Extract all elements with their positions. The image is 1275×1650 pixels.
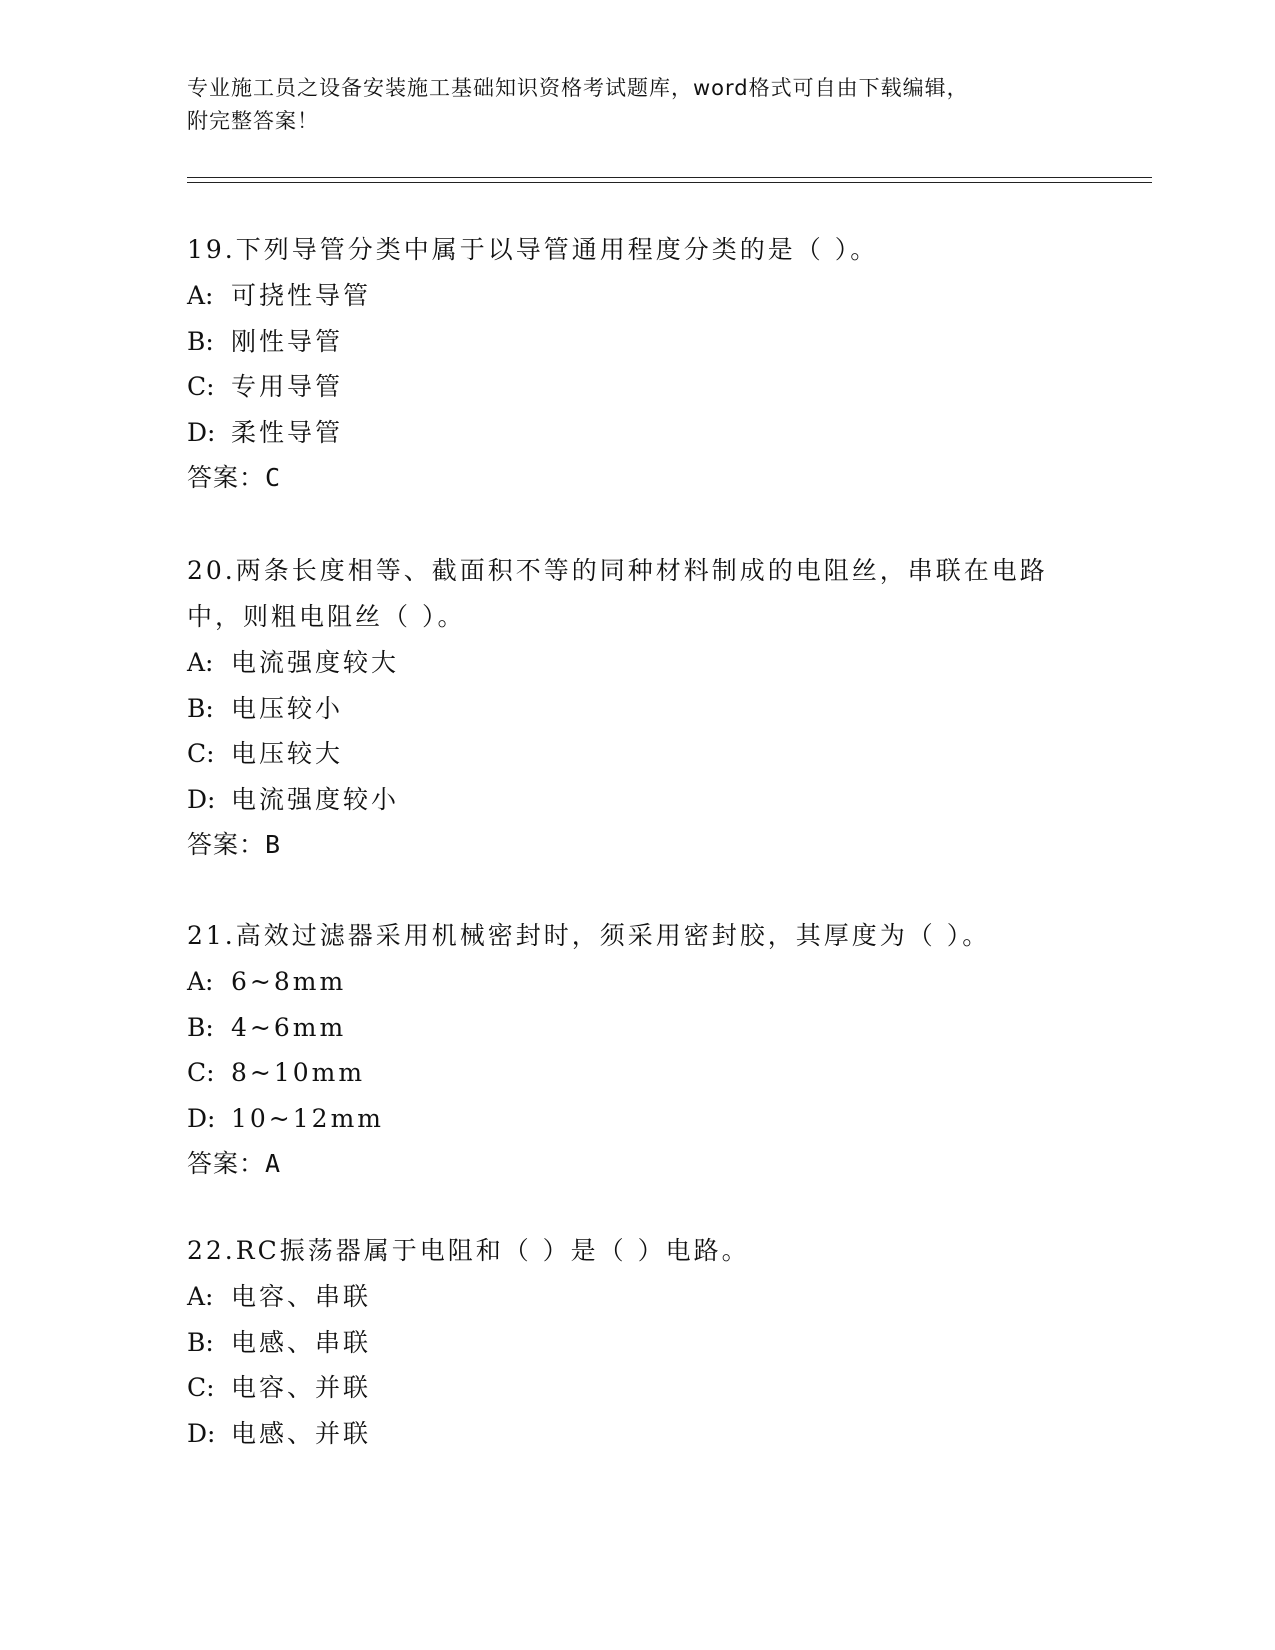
answer-line bbox=[187, 822, 1087, 868]
option-b bbox=[187, 1005, 1087, 1051]
option-a bbox=[187, 959, 1087, 1005]
option-text: 电感、并联 bbox=[231, 1418, 372, 1448]
option-d bbox=[187, 1411, 1087, 1457]
option-text: 刚性导管 bbox=[231, 326, 344, 356]
option-text: 6~8mm bbox=[231, 967, 347, 996]
answer-value: B bbox=[265, 830, 282, 859]
option-a bbox=[187, 273, 1087, 319]
option-b bbox=[187, 686, 1087, 732]
option-letter: C: bbox=[187, 739, 215, 768]
answer-line bbox=[187, 455, 1087, 501]
question-21 bbox=[187, 913, 1087, 1187]
option-b bbox=[187, 1320, 1087, 1366]
option-letter: B: bbox=[187, 1012, 214, 1042]
option-letter: A: bbox=[187, 281, 214, 310]
option-letter: B: bbox=[187, 1327, 214, 1357]
option-text: 8~10mm bbox=[231, 1058, 366, 1087]
option-b bbox=[187, 319, 1087, 365]
answer-label: 答案： bbox=[187, 1149, 266, 1178]
option-letter: D: bbox=[187, 417, 216, 447]
option-a bbox=[187, 1274, 1087, 1320]
option-text: 电容、串联 bbox=[231, 1282, 372, 1311]
option-d bbox=[187, 777, 1087, 823]
option-d bbox=[187, 1096, 1087, 1142]
answer-value: A bbox=[265, 1149, 282, 1178]
answer-line bbox=[187, 1141, 1087, 1187]
question-22 bbox=[187, 1228, 1087, 1456]
option-text: 电感、串联 bbox=[231, 1327, 372, 1357]
header-divider-bottom bbox=[187, 182, 1152, 183]
answer-label: 答案： bbox=[187, 830, 266, 859]
option-text: 柔性导管 bbox=[231, 417, 344, 447]
option-c bbox=[187, 731, 1087, 777]
option-text: 电压较小 bbox=[231, 693, 344, 723]
option-c bbox=[187, 1365, 1087, 1411]
option-text: 专用导管 bbox=[231, 372, 344, 401]
option-letter: D: bbox=[187, 1418, 216, 1448]
option-text: 可挠性导管 bbox=[231, 281, 372, 310]
question-stem: 21.高效过滤器采用机械密封时，须采用密封胶，其厚度为（ ）。 bbox=[187, 921, 991, 950]
option-letter: C: bbox=[187, 1373, 215, 1402]
option-letter: A: bbox=[187, 648, 214, 677]
option-text: 10~12mm bbox=[231, 1103, 384, 1133]
option-a bbox=[187, 640, 1087, 686]
option-letter: C: bbox=[187, 1058, 215, 1087]
option-letter: A: bbox=[187, 967, 214, 996]
option-c bbox=[187, 364, 1087, 410]
header-line-1: 专业施工员之设备安装施工基础知识资格考试题库，word格式可自由下载编辑， bbox=[187, 76, 969, 100]
option-letter: B: bbox=[187, 693, 214, 723]
question-stem: 20.两条长度相等、截面积不等的同种材料制成的电阻丝，串联在电路中，则粗电阻丝（ ）。 bbox=[187, 556, 1048, 631]
document-header bbox=[187, 72, 1067, 138]
question-stem: 19.下列导管分类中属于以导管通用程度分类的是（ ）。 bbox=[187, 235, 879, 264]
option-text: 4~6mm bbox=[231, 1012, 347, 1042]
header-line-2: 附完整答案！ bbox=[187, 109, 319, 133]
answer-label: 答案： bbox=[187, 463, 266, 492]
option-letter: B: bbox=[187, 326, 214, 356]
option-letter: D: bbox=[187, 784, 216, 814]
header-divider-top bbox=[187, 177, 1152, 178]
answer-value: C bbox=[265, 463, 282, 492]
option-text: 电压较大 bbox=[231, 739, 344, 768]
question-20 bbox=[187, 548, 1087, 868]
option-d bbox=[187, 410, 1087, 456]
option-text: 电流强度较大 bbox=[231, 648, 400, 677]
question-19 bbox=[187, 227, 1087, 501]
option-text: 电容、并联 bbox=[231, 1373, 372, 1402]
option-c bbox=[187, 1050, 1087, 1096]
question-stem: 22.RC振荡器属于电阻和（ ）是（ ）电路。 bbox=[187, 1236, 750, 1265]
option-letter: D: bbox=[187, 1103, 216, 1133]
option-letter: C: bbox=[187, 372, 215, 401]
option-text: 电流强度较小 bbox=[231, 784, 400, 814]
option-letter: A: bbox=[187, 1282, 214, 1311]
